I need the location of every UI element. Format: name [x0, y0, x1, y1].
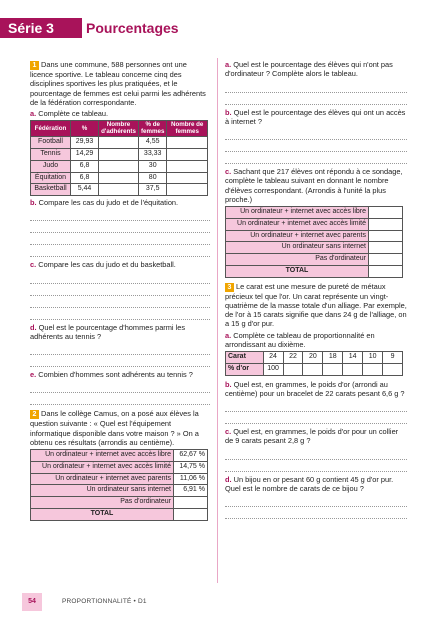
page-title: Pourcentages [86, 20, 179, 36]
table-row: Un ordinateur + internet avec accès limité [226, 218, 403, 230]
ex3-question-d: d. Un bijou en or pesant 60 g contient 45 g d'or pur. Quel est le nombre de carats de ce bijou ? [225, 474, 394, 493]
answer-line[interactable] [30, 296, 210, 308]
gold-input[interactable] [343, 363, 363, 375]
cell-adherents-input[interactable] [99, 160, 139, 172]
cell-sport: Judo [31, 160, 71, 172]
cell-percent: 6,8 [71, 172, 99, 184]
serie-tab: Série 3 [0, 18, 82, 38]
cell-percent: 6,8 [71, 160, 99, 172]
answer-line[interactable] [30, 245, 210, 257]
count-input[interactable] [369, 218, 403, 230]
table-row: Un ordinateur + internet avec accès limité 14,75 % [31, 461, 208, 473]
carat-table [225, 351, 403, 376]
answer-line[interactable] [225, 152, 407, 164]
gold-input[interactable] [303, 363, 323, 375]
left-column [30, 60, 210, 521]
table-total-row: TOTAL [226, 265, 403, 277]
answer-line[interactable] [225, 412, 407, 424]
no-computer-input[interactable] [174, 497, 208, 509]
cell-femmes-input[interactable] [167, 137, 208, 149]
federation-table [30, 120, 208, 196]
page-header [0, 0, 435, 38]
answer-line[interactable] [30, 343, 210, 355]
table-row [31, 137, 208, 149]
ex3-number-badge: 3 [225, 283, 234, 292]
table-row [31, 160, 208, 172]
cell-femmes-percent: 80 [139, 172, 167, 184]
answer-line[interactable] [225, 140, 407, 152]
answer-line[interactable] [225, 460, 407, 472]
table-row: Un ordinateur sans internet [226, 242, 403, 254]
count-input[interactable] [369, 265, 403, 277]
answer-line[interactable] [30, 284, 210, 296]
ex1-question-a: a. Complète ce tableau. [30, 109, 109, 118]
students-count-table [225, 206, 403, 278]
answer-line[interactable] [225, 495, 407, 507]
table-row: Un ordinateur sans internet 6,91 % [31, 485, 208, 497]
answer-line[interactable] [30, 381, 210, 393]
cell-femmes-input[interactable] [167, 184, 208, 196]
cell-sport: Tennis [31, 149, 71, 161]
gold-percent-row: % d'or 100 [226, 363, 403, 375]
ex1-question-e: e. Combien d'hommes sont adhérents au tennis ? [30, 370, 193, 379]
answer-line[interactable] [30, 272, 210, 284]
header-femmes-number: Nombre de femmes [167, 121, 208, 137]
count-input[interactable] [369, 254, 403, 266]
answer-line[interactable] [225, 93, 407, 105]
cell-adherents-input[interactable] [99, 137, 139, 149]
cell-percent: 14,29 [71, 149, 99, 161]
page-number: 54 [22, 593, 42, 611]
gold-input[interactable] [283, 363, 303, 375]
ex1-question-c: c. Compare les cas du judo et du basketball. [30, 260, 176, 270]
total-input[interactable] [174, 508, 208, 520]
answer-line[interactable] [30, 233, 210, 245]
ex2-intro: 2 Dans le collège Camus, on a posé aux élèves la question suivante : « Quel est l'équipement informatique disponible dans votre maison ? » On a obtenu ces résultats (arrondis au centième). [30, 409, 199, 447]
table-row [31, 172, 208, 184]
table-row: Un ordinateur + internet avec parents [226, 230, 403, 242]
ex1-intro: 1 Dans une commune, 588 personnes ont une licence sportive. Le tableau concerne cinq des disciplines sportives les plus pratiquées, et le pourcentage de femmes est celui parmi les adhérents de la fédération correspondante. [30, 60, 206, 107]
ex2-question-c: c. Sachant que 217 élèves ont répondu à ce sondage, complète le tableau suivant en donnant le nombre d'élèves correspondant. (Arrondis à l'unité la plus proche.) [225, 167, 403, 204]
answer-line[interactable] [30, 209, 210, 221]
table-row [31, 149, 208, 161]
chapter-label: PROPORTIONNALITÉ • D1 [62, 598, 147, 605]
cell-femmes-percent: 30 [139, 160, 167, 172]
ex1-number-badge: 1 [30, 61, 39, 70]
cell-femmes-percent: 33,33 [139, 149, 167, 161]
cell-sport: Basketball [31, 184, 71, 196]
cell-femmes-input[interactable] [167, 172, 208, 184]
answer-line[interactable] [225, 507, 407, 519]
count-input[interactable] [369, 230, 403, 242]
cell-sport: Équitation [31, 172, 71, 184]
answer-line[interactable] [225, 448, 407, 460]
table-row: Un ordinateur + internet avec accès libre [226, 207, 403, 219]
table-total-row: TOTAL [31, 508, 208, 520]
cell-femmes-input[interactable] [167, 160, 208, 172]
ex2-question-b: b. Quel est le pourcentage des élèves qui ont un accès à internet ? [225, 107, 406, 126]
count-input[interactable] [369, 242, 403, 254]
ex2-question-a: a. Quel est le pourcentage des élèves qui n'ont pas d'ordinateur ? Complète alors le tableau. [225, 60, 393, 79]
ex2-number-badge: 2 [30, 410, 39, 419]
header-adherents: Nombre d'adhérents [99, 121, 139, 137]
gold-input[interactable] [323, 363, 343, 375]
cell-femmes-percent: 4,55 [139, 137, 167, 149]
gold-input[interactable] [383, 363, 403, 375]
answer-line[interactable] [30, 393, 210, 405]
cell-percent: 29,93 [71, 137, 99, 149]
cell-adherents-input[interactable] [99, 184, 139, 196]
answer-line[interactable] [30, 308, 210, 320]
ex1-question-b: b. Compare les cas du judo et de l'équitation. [30, 198, 179, 207]
table-row: Un ordinateur + internet avec accès libre 62,67 % [31, 450, 208, 462]
cell-adherents-input[interactable] [99, 149, 139, 161]
cell-femmes-percent: 37,5 [139, 184, 167, 196]
answer-line[interactable] [225, 128, 407, 140]
gold-input[interactable] [363, 363, 383, 375]
cell-sport: Football [31, 137, 71, 149]
header-federation: Fédération [31, 121, 71, 137]
column-divider [217, 58, 218, 583]
table-row: Pas d'ordinateur [226, 254, 403, 266]
table-row [31, 184, 208, 196]
ex3-question-c: c. Quel est, en grammes, le poids d'or pour un collier de 9 carats pesant 2,8 g ? [225, 427, 399, 446]
ex3-question-a: a. Complète ce tableau de proportionnalité en arrondissant au dixième. [225, 330, 375, 349]
page-footer [0, 593, 435, 619]
ex1-question-d: d. Quel est le pourcentage d'hommes parmi les adhérents au tennis ? [30, 322, 186, 341]
cell-femmes-input[interactable] [167, 149, 208, 161]
answer-line[interactable] [225, 400, 407, 412]
carat-row: Carat 24 22 20 18 14 10 9 [226, 352, 403, 364]
count-input[interactable] [369, 207, 403, 219]
ex3-intro: 3 Le carat est une mesure de pureté de métaux précieux tel que l'or. Un carat représente un vingt-quatrième de la masse totale d'un alliage. Par exemple, de l'or à 15 carats signifie que dans 24 g de l'alliage, on a 15 g d'or pur. [225, 281, 407, 329]
equipment-table [30, 449, 208, 521]
answer-line[interactable] [30, 221, 210, 233]
federation-table-header [31, 121, 208, 137]
right-column [225, 60, 407, 519]
header-femmes-percent: % de femmes [139, 121, 167, 137]
header-percent: % [71, 121, 99, 137]
table-row: Pas d'ordinateur [31, 497, 208, 509]
ex3-question-b: b. Quel est, en grammes, le poids d'or (arrondi au centième) pour un bracelet de 22 carats pesant 6,6 g ? [225, 379, 405, 398]
cell-percent: 5,44 [71, 184, 99, 196]
answer-line[interactable] [225, 81, 407, 93]
cell-adherents-input[interactable] [99, 172, 139, 184]
answer-line[interactable] [30, 355, 210, 367]
table-row: Un ordinateur + internet avec parents 11,06 % [31, 473, 208, 485]
